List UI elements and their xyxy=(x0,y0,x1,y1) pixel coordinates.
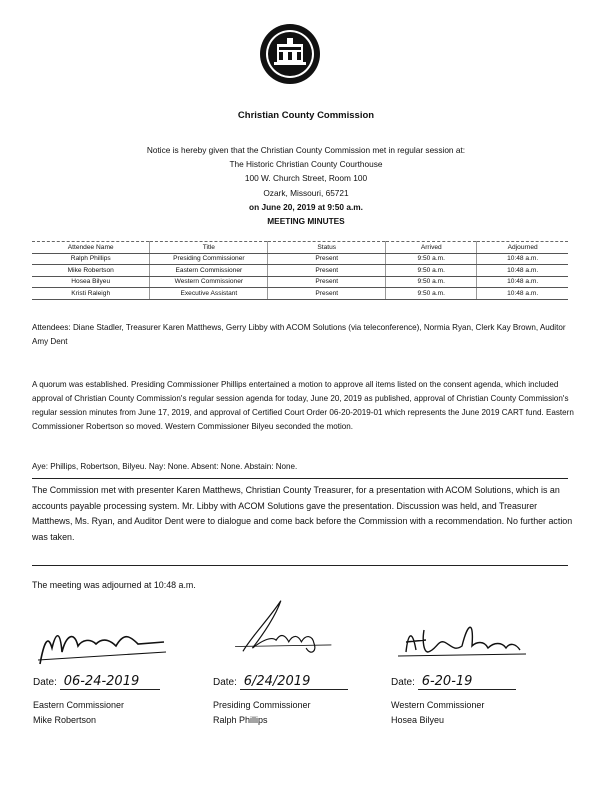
vote-line: Aye: Phillips, Robertson, Bilyeu. Nay: None. Absent: None. Abstain: None. xyxy=(32,462,298,471)
table-cell: 10:48 a.m. xyxy=(477,288,568,300)
signer-name: Hosea Bilyeu xyxy=(391,715,445,725)
county-seal-logo xyxy=(258,22,322,86)
table-cell: Presiding Commissioner xyxy=(150,253,268,265)
table-cell: Present xyxy=(268,253,386,265)
notice-line: Notice is hereby given that the Christian County Commission met in regular session at: xyxy=(146,145,466,155)
table-cell: Eastern Commissioner xyxy=(150,265,268,277)
divider xyxy=(32,478,568,479)
signature-hosea-bilyeu xyxy=(392,612,532,672)
table-row xyxy=(32,253,568,265)
table-cell: 9:50 a.m. xyxy=(386,253,477,265)
table-cell: 9:50 a.m. xyxy=(386,265,477,277)
signature-ralph-phillips xyxy=(214,596,354,656)
date-row xyxy=(391,674,516,690)
signature-date: 6-20-19 xyxy=(418,674,516,690)
notice-line: 100 W. Church Street, Room 100 xyxy=(244,173,368,184)
table-cell: Present xyxy=(268,288,386,300)
signer-title: Presiding Commissioner xyxy=(213,700,311,710)
table-row xyxy=(32,276,568,288)
meeting-notice xyxy=(0,143,612,228)
table-cell: 10:48 a.m. xyxy=(477,276,568,288)
document-title: Christian County Commission xyxy=(237,110,375,121)
date-row xyxy=(33,674,160,690)
signature-date: 6/24/2019 xyxy=(240,674,348,690)
column-header: Arrived xyxy=(386,242,477,254)
signer-name: Ralph Phillips xyxy=(213,715,268,725)
signer-title: Western Commissioner xyxy=(391,700,485,710)
signature-block xyxy=(391,698,484,728)
table-cell: Hosea Bilyeu xyxy=(32,276,150,288)
date-label: Date: xyxy=(391,677,415,688)
table-cell: Present xyxy=(268,265,386,277)
column-header: Attendee Name xyxy=(32,242,150,254)
date-label: Date: xyxy=(213,677,237,688)
notice-heading: MEETING MINUTES xyxy=(267,216,345,227)
table-cell: Kristi Raleigh xyxy=(32,288,150,300)
column-header: Adjourned xyxy=(477,242,568,254)
column-header: Title xyxy=(150,242,268,254)
table-cell: Present xyxy=(268,276,386,288)
signature-block xyxy=(213,698,311,728)
table-header-row xyxy=(32,242,568,254)
date-label: Date: xyxy=(33,677,57,688)
signer-title: Eastern Commissioner xyxy=(33,700,125,710)
table-cell: Ralph Phillips xyxy=(32,253,150,265)
attendees-paragraph: Attendees: Diane Stadler, Treasurer Karen Matthews, Gerry Libby with ACOM Solutions (via teleconference), Normia Ryan, Clerk Kay Brown, Auditor Amy Dent xyxy=(32,323,566,346)
presentation-paragraph: The Commission met with presenter Karen Matthews, Christian County Treasurer, for a presentation with ACOM Solutions, which is an accounts payable processing system. Mr. Libby with ACOM Solutions gave the presentation. Discussion was held, and Treasurer Matthews, Ms. Ryan, and Auditor Dent were to dialogue and come back before the Commission with a recommendation. No further action was taken. xyxy=(32,485,573,542)
table-cell: 9:50 a.m. xyxy=(386,276,477,288)
quorum-paragraph: A quorum was established. Presiding Commissioner Phillips entertained a motion to approve all items listed on the consent agenda, which included approval of Christian County Commission's regular session agenda for today, June 20, 2019 as published, approval of Christian County Commission's regular session minutes from June 17, 2019, and approval of Certified Court Order 06-20-2019-01 which represents the June 2019 CART fund. Eastern Commissioner Robertson so moved. Western Commissioner Bilyeu seconded the motion. xyxy=(32,380,574,431)
table-cell: Western Commissioner xyxy=(150,276,268,288)
signature-mike-robertson xyxy=(34,612,174,672)
notice-line: on June 20, 2019 at 9:50 a.m. xyxy=(249,201,363,212)
notice-line: The Historic Christian County Courthouse xyxy=(229,159,383,170)
attendance-table xyxy=(32,241,568,300)
notice-line: Ozark, Missouri, 65721 xyxy=(263,187,349,198)
signature-date: 06-24-2019 xyxy=(60,674,160,690)
table-cell: 10:48 a.m. xyxy=(477,265,568,277)
adjourned-line: The meeting was adjourned at 10:48 a.m. xyxy=(32,580,196,590)
table-cell: 10:48 a.m. xyxy=(477,253,568,265)
signer-name: Mike Robertson xyxy=(33,715,97,725)
table-cell: Mike Robertson xyxy=(32,265,150,277)
date-row xyxy=(213,674,348,690)
table-cell: 9:50 a.m. xyxy=(386,288,477,300)
table-cell: Executive Assistant xyxy=(150,288,268,300)
divider xyxy=(32,565,568,566)
signature-block xyxy=(33,698,124,728)
column-header: Status xyxy=(268,242,386,254)
table-row xyxy=(32,288,568,300)
table-row xyxy=(32,265,568,277)
